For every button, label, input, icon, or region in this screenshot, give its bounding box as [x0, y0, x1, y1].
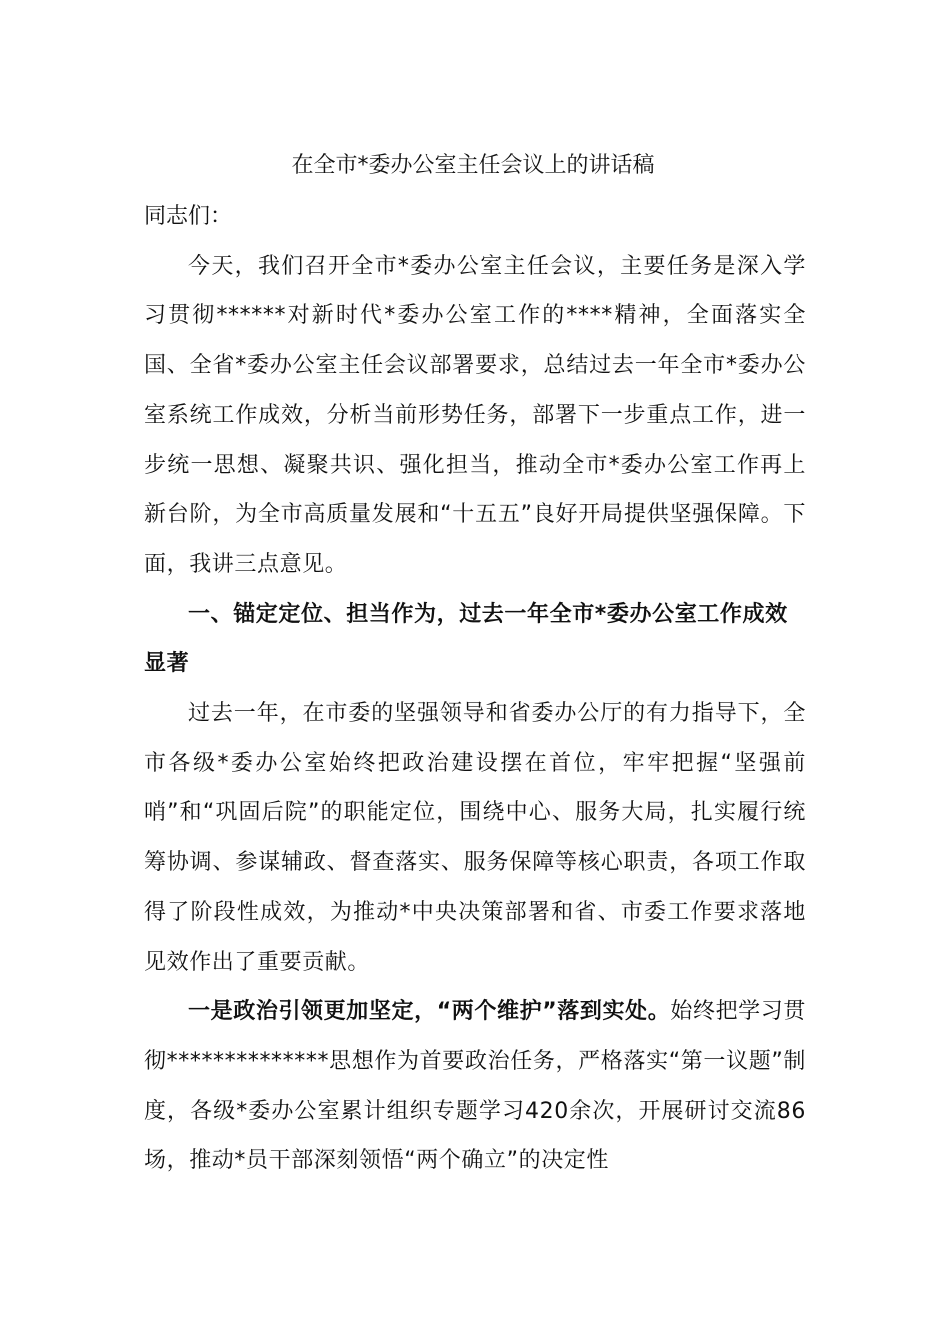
- section-1-paragraph: 过去一年，在市委的坚强领导和省委办公厅的有力指导下，全市各级*委办公室始终把政治建设摆在首位，牢牢把握“坚强前哨”和“巩固后院”的职能定位，围绕中心、服务大局，扎实履行统筹协调、参谋辅政、督查落实、服务保障等核心职责，各项工作取得了阶段性成效，为推动*中央决策部署和省、市委工作要求落地见效作出了重要贡献。: [144, 701, 806, 975]
- point-1-lead: 一是政治引领更加坚定，“两个维护”落到实处。: [188, 999, 671, 1025]
- point-1-paragraph: [144, 987, 806, 1186]
- document-title: 在全市*委办公室主任会议上的讲话稿: [291, 153, 655, 178]
- point-1-text: 始终把学习贯彻**************思想作为首要政治任务，严格落实“第一议题”制度，各级*委办公室累计组织专题学习420余次，开展研讨交流86场，推动*员干部深刻领悟“两个确立”的决定性: [144, 999, 806, 1174]
- document-body: [144, 140, 806, 1186]
- section-1-heading: 一、锚定定位、担当作为，过去一年全市*委办公室工作成效显著: [144, 601, 788, 677]
- intro-paragraph: 今天，我们召开全市*委办公室主任会议，主要任务是深入学习贯彻******对新时代*委办公室工作的****精神，全面落实全国、全省*委办公室主任会议部署要求，总结过去一年全市*委办公室系统工作成效，分析当前形势任务，部署下一步重点工作，进一步统一思想、凝聚共识、强化担当，推动全市*委办公室工作再上新台阶，为全市高质量发展和“十五五”良好开局提供坚强保障。下面，我讲三点意见。: [144, 253, 806, 577]
- salutation: 同志们：: [144, 204, 233, 229]
